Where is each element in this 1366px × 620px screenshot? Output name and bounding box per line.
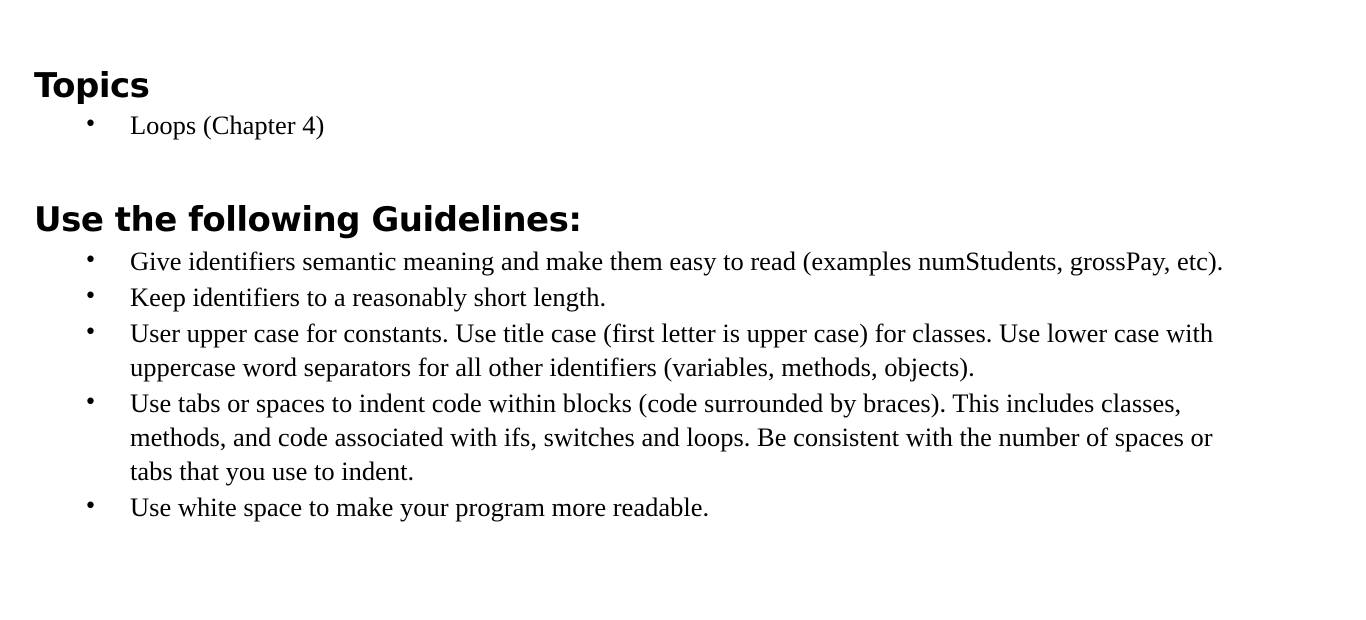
list-item-text: Keep identifiers to a reasonably short length. xyxy=(130,282,607,312)
bullet-icon: • xyxy=(84,390,97,415)
bullet-icon: • xyxy=(84,112,97,137)
list-item xyxy=(34,490,1240,524)
list-item xyxy=(34,280,1240,314)
bullet-icon: • xyxy=(84,248,97,273)
bullet-icon: • xyxy=(84,284,97,309)
list-item-text: User upper case for constants. Use title case (first letter is upper case) for classes. Use lower case with uppercase word separators for all other identifiers (variables, methods, objects). xyxy=(130,318,1214,382)
list-item-text: Loops (Chapter 4) xyxy=(130,110,325,140)
list-item xyxy=(34,316,1240,384)
topics-list xyxy=(34,108,1334,142)
list-item-text: Use white space to make your program more readable. xyxy=(130,492,710,522)
topics-heading: Topics xyxy=(34,66,150,106)
list-item-text: Give identifiers semantic meaning and make them easy to read (examples numStudents, grossPay, etc). xyxy=(130,246,1224,276)
list-item-text: Use tabs or spaces to indent code within blocks (code surrounded by braces). This includes classes, methods, and code associated with ifs, switches and loops. Be consistent with the number of spaces or tabs that you use to indent. xyxy=(130,388,1213,486)
list-item xyxy=(34,386,1240,488)
document-body xyxy=(34,62,1334,526)
guidelines-list xyxy=(34,244,1334,524)
list-item xyxy=(34,108,1240,142)
bullet-icon: • xyxy=(84,494,97,519)
guidelines-heading: Use the following Guidelines: xyxy=(34,200,582,240)
bullet-icon: • xyxy=(84,320,97,345)
list-item xyxy=(34,244,1240,278)
